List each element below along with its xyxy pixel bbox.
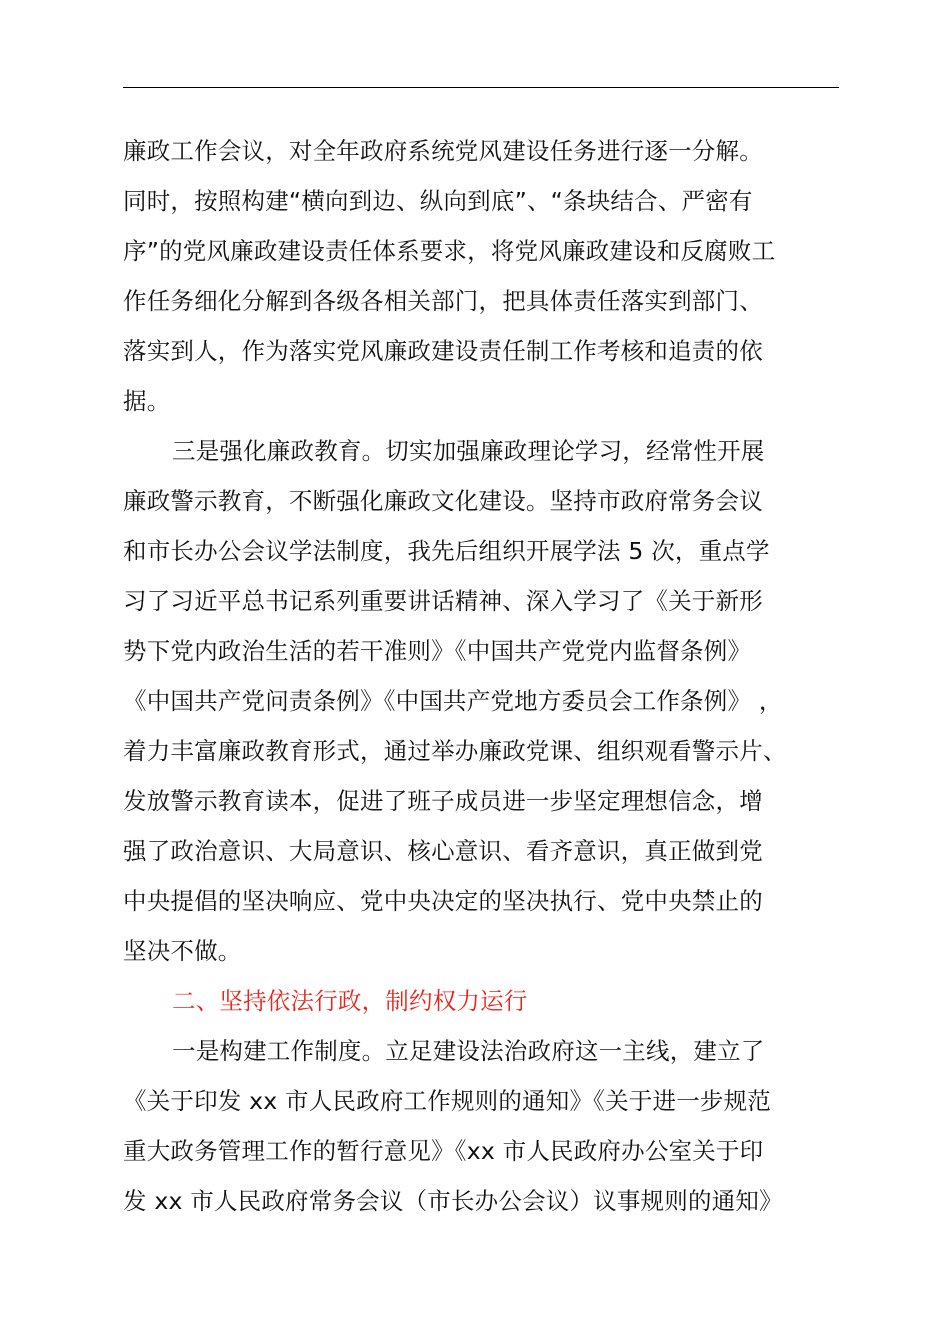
text-line: 据。 bbox=[123, 387, 171, 415]
header-rule bbox=[123, 87, 839, 88]
paragraph-start-line: 三是强化廉政教育。切实加强廉政理论学习，经常性开展 bbox=[172, 437, 765, 465]
text-line: 中央提倡的坚决响应、党中央决定的坚决执行、党中央禁止的 bbox=[123, 887, 763, 915]
text-line: 作任务细化分解到各级各相关部门，把具体责任落实到部门、 bbox=[123, 287, 763, 315]
text-line: 强了政治意识、大局意识、核心意识、看齐意识，真正做到党 bbox=[123, 837, 763, 865]
text-line: 廉政警示教育，不断强化廉政文化建设。坚持市政府常务会议 bbox=[123, 487, 763, 515]
text-line: 同时，按照构建“横向到边、纵向到底”、“条块结合、严密有 bbox=[123, 187, 753, 215]
text-line: 着力丰富廉政教育形式，通过举办廉政党课、组织观看警示片、 bbox=[123, 737, 787, 765]
section-heading: 二、坚持依法行政，制约权力运行 bbox=[172, 987, 528, 1015]
text-line: 《中国共产党问责条例》《中国共产党地方委员会工作条例》 ， bbox=[123, 687, 783, 715]
text-line: 重大政务管理工作的暂行意见》《xx 市人民政府办公室关于印 bbox=[123, 1137, 764, 1165]
text-line: 势下党内政治生活的若干准则》《中国共产党党内监督条例》 bbox=[123, 637, 752, 665]
text-line: 发 xx 市人民政府常务会议（市长办公会议）议事规则的通知》 bbox=[123, 1187, 783, 1215]
text-line: 坚决不做。 bbox=[123, 937, 242, 965]
text-line: 发放警示教育读本，促进了班子成员进一步坚定理想信念，增 bbox=[123, 787, 763, 815]
text-line: 落实到人，作为落实党风廉政建设责任制工作考核和追责的依 bbox=[123, 337, 763, 365]
text-line: 廉政工作会议，对全年政府系统党风建设任务进行逐一分解。 bbox=[123, 137, 763, 165]
text-line: 习了习近平总书记系列重要讲话精神、深入学习了《关于新形 bbox=[123, 587, 763, 615]
text-line: 序”的党风廉政建设责任体系要求，将党风廉政建设和反腐败工 bbox=[123, 237, 776, 265]
text-line: 《关于印发 xx 市人民政府工作规则的通知》《关于进一步规范 bbox=[123, 1087, 772, 1115]
paragraph-start-line: 一是构建工作制度。立足建设法治政府这一主线，建立了 bbox=[172, 1037, 765, 1065]
document-body bbox=[123, 126, 883, 1226]
text-line: 和市长办公会议学法制度，我先后组织开展学法 5 次，重点学 bbox=[123, 537, 770, 565]
